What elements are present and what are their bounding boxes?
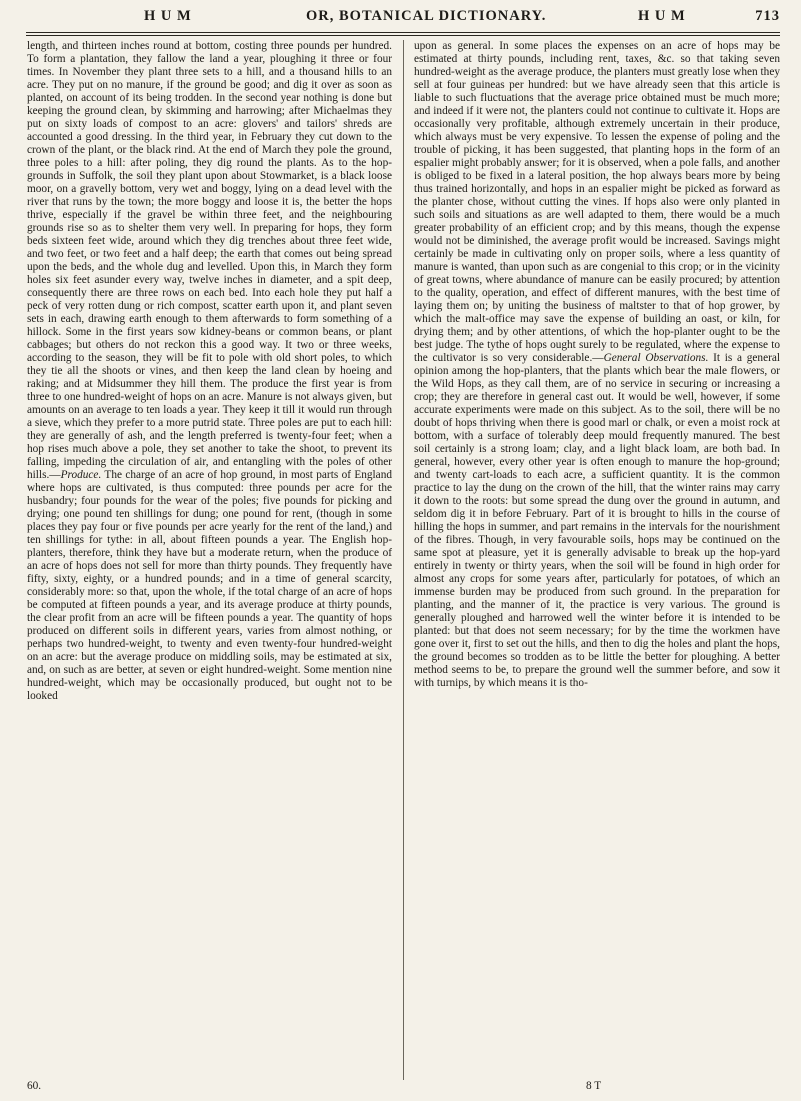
header-title: OR, BOTANICAL DICTIONARY. (306, 8, 547, 24)
column-divider (403, 40, 404, 1080)
header-rule (26, 32, 780, 33)
right-text-part1: upon as general. In some places the expenses on an acre of hops may be estimated at thirty pounds, including rent, taxes, &c. so that taking seven hundred-weight as the average produce, the planters must greatly lose when they sell at four guineas per hundred: but we have already seen that this article is liable to such fluctuations that the average price obtained must be much more; and indeed if it were not, the planters could not continue to cultivate it. Hops are occasionally very profitable, although extremely uncertain in their produce, which always must be very expensive. To lessen the expense of poling and the trouble of picking, it has been suggested, that planting hops in the form of an espalier might probably answer; for it is observed, when a pole falls, and another is obliged to be fixed in a lateral position, the hop always bears more by being thus trained horizontally, and hops in an espalier might be picked as forward as the planter chose, without cutting the vines. If hops also were only planted in such soils and situations as are well adapted to them, there would be a much greater probability of an efficient crop; and by this means, though the expense would not be diminished, the average profit would be increased. Savings might certainly be made in cultivating only on proper soils, where a less quantity of manure is wanted, than upon such as are congenial to this crop; or in the vicinity of great towns, where abundance of manure can be easily procured; by attention to the quality, operation, and effect of different manures, with the best time of laying them on; by uniting the business of maltster to that of hop grower, by which the malt-office may save the expense of building an oast, or kiln, for drying them; and by other attentions, of which the hop-planter ought to be the best judge. The tythe of hops ought surely to be regulated, where the expense to the cultivator is so very considerable.— (414, 40, 780, 364)
signature-left: 60. (27, 1080, 42, 1092)
right-column (414, 40, 780, 690)
right-column-text (414, 40, 780, 690)
header-right-guide: H U M (638, 8, 686, 24)
left-citation: Produce. (60, 469, 102, 481)
header-left-guide: H U M (144, 8, 192, 24)
running-header (28, 8, 780, 32)
left-column-text (27, 40, 392, 703)
left-text-part2: The charge of an acre of hop ground, in most parts of England where hops are cultivated, is thus computed: three pounds per acre for the husbandry; four pounds for the wear of the poles; five pounds for picking and drying; one pound ten shillings for dung; one pound for rent, (though in some places they pay four or five pounds per acre yearly for the rent of the land,) and ten shillings for tythe: in all, about fifteen pounds a year. The English hop-planters, therefore, think they have but a moderate return, when the produce of an acre of hops does not sell for more than thirty pounds. They frequently have fifty, sixty, eighty, or a hundred pounds; and in a time of general scarcity, considerably more: so that, upon the whole, if the total charge of an acre of hops be computed at fifteen pounds a year, and its average produce at thirty pounds, the clear profit from an acre will be fifteen pounds a year. The quantity of hops produced on different soils in different years, varies from almost nothing, or perhaps two hundred-weight, to twenty and even twenty-four hundred-weight on an acre: but the average produce on middling soils, may be estimated at six, and, on such as are better, at seven or eight hundred-weight. Some mention nine hundred-weight, which may be occasionally produced, but ought not to be looked (27, 469, 392, 702)
page-number: 713 (755, 8, 780, 24)
header-rule-thin (26, 35, 780, 36)
signature-right: 8 T (586, 1080, 602, 1092)
left-column (27, 40, 392, 703)
right-citation: General Observations. (603, 352, 709, 364)
right-text-part2: It is a general opinion among the hop-planters, that the plants which bear the male flowers, or the Wild Hops, as they call them, are of no service in securing or increasing a crop; they are therefore in general cast out. It would be well, however, if some accurate experiments were made on this subject. As to the soil, there will be no doubt of hops thriving when there is good marl or chalk, or even a moist rock at bottom, with a surface of tolerably deep mould frequently manured. The best soil certainly is a strong loam; clay, and a light black loam, are both bad. In general, however, every other year is often enough to manure the hop-ground; and twenty cart-loads to each acre, a sufficient quantity. It is the common practice to lay the dung on the crown of the hill, that the winter rains may carry it down to the roots: but some spread the dung over the ground in autumn, and seldom dig it in before February. Part of it is brought to hills in the course of hilling the hops in summer, and part remains in the intervals for the nourishment of the fibres. Though, in very favourable soils, hops may be continued on the same spot at pleasure, yet it is generally advisable to break up the hop-yard entirely in twenty or thirty years, when the soil will be found in high order for almost any crops for some years after, particularly for potatoes, of which an immense burden may be produced from such ground. In the preparation for planting, and the manner of it, the practice is very various. The ground is generally ploughed and harrowed well the winter before it is intended to be planted: but that does not seem necessary; for by the time the workmen have gone over it, first to set out the hills, and then to dig the holes and plant the hops, the ground becomes so trodden as to be little the better for ploughing. A better method seems to be, to prepare the ground well the summer before, and sow it with turnips, by which means it is tho- (414, 352, 780, 689)
left-text-part1: length, and thirteen inches round at bottom, costing three pounds per hundred. To form a plantation, they fallow the land a year, ploughing it three or four times. In November they plant three sets to a hill, and a thousand hills to an acre. They put on no manure, if the ground be good; and dig it over as soon as planted, on account of its being trodden. In the second year nothing is done but keeping the ground clean, by skimming and harrowing; after Michaelmas they put on sixty loads of compost to an acre: glovers' and tailors' shreds are accounted a good dressing. In the third year, in February they cut down to the crown of the plant, or the black rind. At the end of March they pole the ground, three poles to a hill: after poling, they dig round the plants. As to the hop-grounds in Suffolk, the soil they plant upon about Stowmarket, is a black loose moor, on a gravelly bottom, very wet and boggy, lying on a dead level with the river that runs by the town; the more boggy and loose it is, the better the hops thrive, especially if the gravel be within three feet, and the neighbouring grounds rise so as to shelter them very well. In preparing for hops, they form beds sixteen feet wide, around which they dig trenches about three feet wide, and two feet, or two feet and a half deep; the earth that comes out being spread upon the beds, and the whole dug and levelled. Upon this, in March they form holes six feet asunder every way, twelve inches in diameter, and a spit deep, consequently there are three rows on each bed. Into each hole they put half a peck of very rotten dung or rich compost, scatter earth upon it, and plant seven sets in each, drawing earth enough to them afterwards to form something of a hillock. Some in the first years sow kidney-beans or common beans, or plant cabbages; but others do not reckon this a good way. It two or three weeks, according to the season, they will be fit to pole with old short poles, to which they tie all the shoots or vines, and then keep the land clean by hoeing and raking; and at Midsummer they hill them. The produce the first year is from three to one hundred-weight of hops on an acre. Manure is not always given, but amounts on an average to ten loads a year. They keep it till it would run through a sieve, which they prefer to a more putrid state. Three poles are put to each hill: they are generally of ash, and the length preferred is twenty-four feet; when a hop rises much above a pole, they set another to take the shoot, to prevent its falling, impeding the circulation of air, and entangling with the poles of other hills.— (27, 40, 392, 481)
